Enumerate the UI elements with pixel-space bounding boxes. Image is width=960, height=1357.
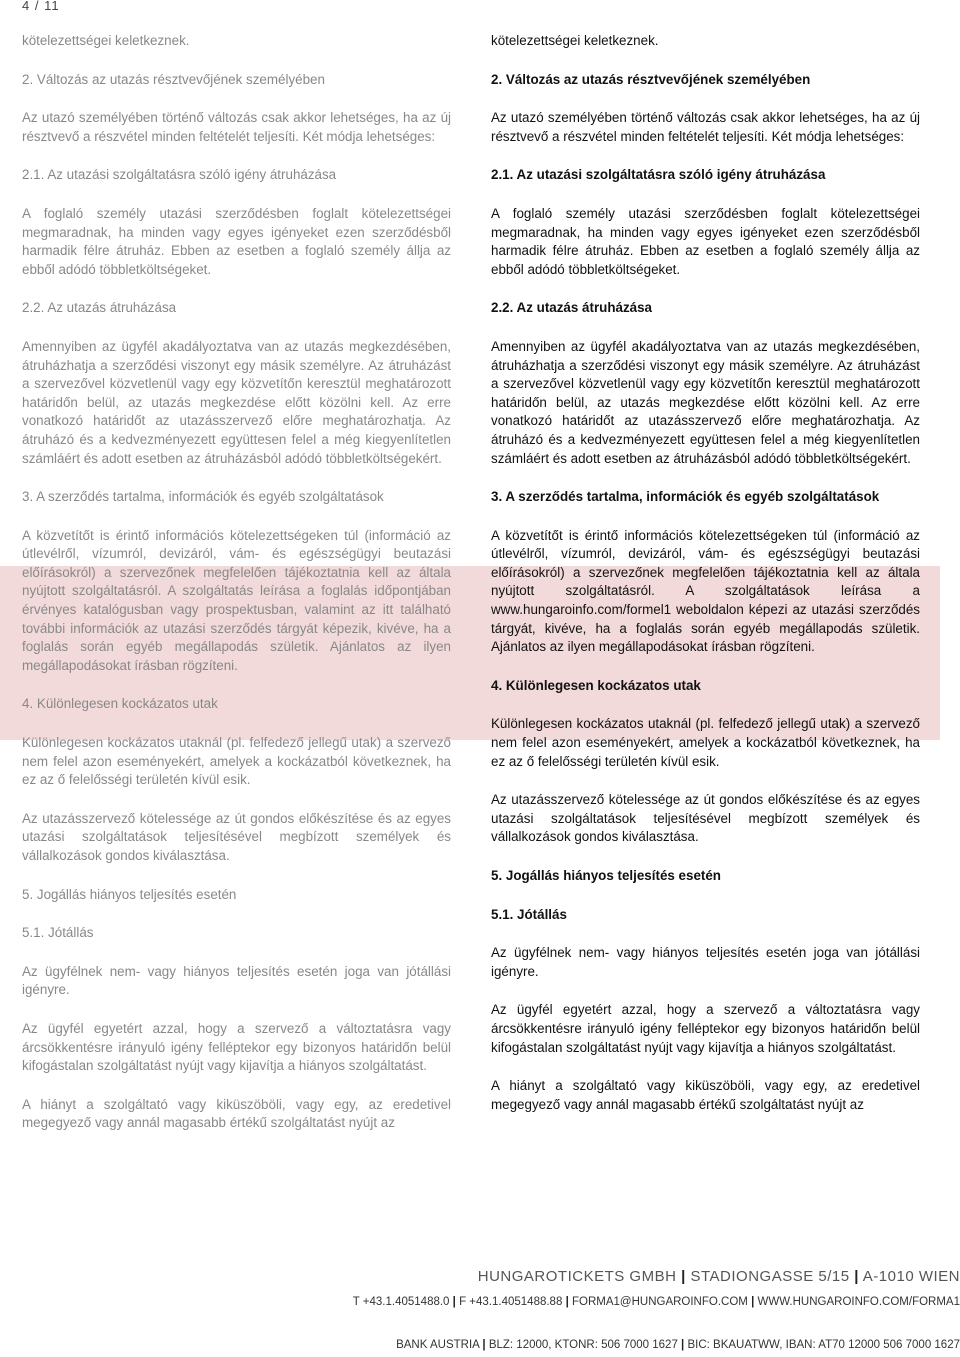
separator: | bbox=[452, 1296, 456, 1308]
separator: | bbox=[681, 1339, 685, 1351]
right-column bbox=[491, 32, 920, 1114]
paragraph-4b: Az utazásszervező kötelessége az út gondos előkészítése és az egyes utazási szolgáltatások teljesítésével megbízott személyek és vállalkozások gondos kiválasztása. bbox=[22, 810, 451, 863]
heading-5-1: 5.1. Jótállás bbox=[22, 925, 94, 941]
paragraph-5-1c: A hiányt a szolgáltató vagy kiküszöböli, vagy egy, az eredetivel megegyező vagy annál magasabb értékű szolgáltatást nyújt az bbox=[22, 1096, 451, 1131]
company-city: A-1010 WIEN bbox=[862, 1268, 960, 1285]
company-street: STADIONGASSE 5/15 bbox=[690, 1268, 850, 1285]
heading-5-1: 5.1. Jótállás bbox=[491, 906, 567, 922]
paragraph-5-1a: Az ügyfélnek nem- vagy hiányos teljesítés esetén joga van jótállási igényre. bbox=[491, 945, 920, 979]
website-link[interactable]: WWW.HUNGAROINFO.COM/FORMA1 bbox=[757, 1296, 960, 1308]
paragraph-2-2: Amennyiben az ügyfél akadályoztatva van az utazás megkezdésében, átruházhatja a szerződési viszonyt egy másik személyre. Az átruházást a szervezővel közvetlenül vagy egy közvetítőn keresztül meghatározott határidőn belül, az utazás megkezdése előtt közölni kell. Az erre vonatkozó határidőt az utazásszervező előre meghatározhatja. Az átruházó és a kedvezményezett együttesen felel a még kiegyenlítetlen számláért és adott esetben az átruházásból adódó többletköltségekért. bbox=[491, 338, 920, 466]
bank-iban: BIC: BKAUATWW, IBAN: AT70 12000 506 7000 1627 bbox=[687, 1339, 960, 1351]
paragraph-3: A közvetítőt is érintő információs kötelezettségeken túl (információ az útlevélről, vízumról, devizáról, vám- és egészségügyi beutazási előírásokról) a szervezőnek megfelelően tájékoztatnia kell az általa nyújtott szolgáltatásról. A szolgáltatás leírása a foglalás időpontjában érvényes katalógusban vagy prospektusban, valamint az itt található további információk az utazási szerződés tárgyát képezik, kivéve, ha a foglalás során egyéb megállapodás születik. Ajánlatos az ilyen megállapodásokat írásban rögzíteni. bbox=[22, 527, 451, 673]
intro-text: kötelezettségei keletkeznek. bbox=[491, 33, 659, 48]
phone: T +43.1.4051488.0 bbox=[352, 1296, 450, 1308]
footer-bank bbox=[396, 1339, 960, 1351]
company-name: HUNGAROTICKETS GMBH bbox=[477, 1268, 677, 1285]
paragraph-2-1: A foglaló személy utazási szerződésben foglalt kötelezettségei megmaradnak, ha minden vagy egyes igényeket ezen szerződésből harmadik félre átruház. Ebben az esetben a foglaló személy állja az ebből adódó többletköltségeket. bbox=[491, 205, 920, 277]
paragraph-4a: Különlegesen kockázatos utaknál (pl. felfedező jellegű utak) a szervező nem felel azon eseményekért, amelyek a kockázatból következnek, ha ez az ő felelősségi területén kívül esik. bbox=[491, 716, 920, 769]
heading-5: 5. Jogállás hiányos teljesítés esetén bbox=[491, 868, 721, 883]
bank-name: BANK AUSTRIA bbox=[396, 1339, 480, 1351]
paragraph-4a: Különlegesen kockázatos utaknál (pl. felfedező jellegű utak) a szervező nem felel azon eseményekért, amelyek a kockázatból következnek, ha ez az ő felelősségi területén kívül esik. bbox=[22, 735, 451, 788]
email-link[interactable]: FORMA1@HUNGAROINFO.COM bbox=[571, 1296, 748, 1308]
paragraph-3: A közvetítőt is érintő információs kötelezettségeken túl (információ az útlevélről, vízumról, devizáról, vám- és egészségügyi beutazási előírásokról) a szervezőnek megfelelően tájékoztatnia kell az általa nyújtott szolgáltatásról. A szolgáltatások leírása a www.hungaroinfo.com/formel1 weboldalon képezi az utazási szerződés tárgyát, kivéve, ha a foglalás során egyéb megállapodás születik. Ajánlatos az ilyen megállapodásokat írásban rögzíteni. bbox=[491, 527, 920, 655]
paragraph-2: Az utazó személyében történő változás csak akkor lehetséges, ha az új résztvevő a részvétel minden feltételét teljesíti. Két módja lehetséges: bbox=[22, 110, 451, 144]
paragraph-5-1a: Az ügyfélnek nem- vagy hiányos teljesítés esetén joga van jótállási igényre. bbox=[22, 963, 451, 998]
paragraph-5-1b: Az ügyfél egyetért azzal, hogy a szervező a változtatásra vagy árcsökkentésre irányuló igény felléptekor egy bizonyos határidőn belül kifogástalan szolgáltatást nyújt vagy kijavítja a hiányos szolgáltatást. bbox=[491, 1002, 920, 1055]
left-column bbox=[22, 32, 451, 1133]
bank-account: BLZ: 12000, KTONR: 506 7000 1627 bbox=[488, 1339, 678, 1351]
separator: | bbox=[751, 1296, 755, 1308]
heading-2-1: 2.1. Az utazási szolgáltatásra szóló igény átruházása bbox=[22, 167, 337, 183]
heading-3: 3. A szerződés tartalma, információk és egyéb szolgáltatások bbox=[491, 489, 880, 505]
paragraph-5-1b: Az ügyfél egyetért azzal, hogy a szervező a változtatásra vagy árcsökkentésre irányuló igény felléptekor egy bizonyos határidőn belül kifogástalan szolgáltatást nyújt vagy kijavítja a hiányos szolgáltatást. bbox=[22, 1020, 451, 1074]
separator: | bbox=[854, 1268, 859, 1285]
separator: | bbox=[681, 1268, 686, 1285]
paragraph-4b: Az utazásszervező kötelessége az út gondos előkészítése és az egyes utazási szolgáltatások teljesítésével megbízott személyek és vállalkozások gondos kiválasztása. bbox=[491, 792, 920, 845]
heading-2: 2. Változás az utazás résztvevőjének személyében bbox=[22, 71, 325, 87]
fax: F +43.1.4051488.88 bbox=[459, 1296, 563, 1308]
paragraph-5-1c: A hiányt a szolgáltató vagy kiküszöböli, vagy egy, az eredetivel megegyező vagy annál magasabb értékű szolgáltatást nyújt az bbox=[491, 1078, 920, 1112]
paragraph-2: Az utazó személyében történő változás csak akkor lehetséges, ha az új résztvevő a részvétel minden feltételét teljesíti. Két módja lehetséges: bbox=[491, 110, 920, 144]
intro-text: kötelezettségei keletkeznek. bbox=[22, 33, 190, 48]
heading-4: 4. Különlegesen kockázatos utak bbox=[22, 696, 218, 712]
heading-4: 4. Különlegesen kockázatos utak bbox=[491, 677, 701, 693]
heading-2-1: 2.1. Az utazási szolgáltatásra szóló igény átruházása bbox=[491, 167, 826, 183]
page-number: 4 / 11 bbox=[22, 0, 60, 13]
heading-2-2: 2.2. Az utazás átruházása bbox=[491, 300, 653, 316]
paragraph-2-1: A foglaló személy utazási szerződésben foglalt kötelezettségei megmaradnak, ha minden vagy egyes igényeket ezen szerződésből harmadik félre átruház. Ebben az esetben a foglaló személy állja az ebből adódó többletköltségeket. bbox=[22, 205, 451, 277]
heading-2: 2. Változás az utazás résztvevőjének személyében bbox=[491, 71, 811, 87]
separator: | bbox=[565, 1296, 569, 1308]
heading-5: 5. Jogállás hiányos teljesítés esetén bbox=[22, 886, 237, 902]
heading-3: 3. A szerződés tartalma, információk és egyéb szolgáltatások bbox=[22, 489, 384, 505]
footer-contact bbox=[353, 1296, 960, 1308]
heading-2-2: 2.2. Az utazás átruházása bbox=[22, 300, 177, 316]
separator: | bbox=[482, 1339, 486, 1351]
footer-company bbox=[478, 1268, 960, 1285]
paragraph-2-2: Amennyiben az ügyfél akadályoztatva van az utazás megkezdésében, átruházhatja a szerződési viszonyt egy másik személyre. Az átruházást a szervezővel közvetlenül vagy egy közvetítőn keresztül meghatározott határidőn belül, az utazás megkezdése előtt közölni kell. Az erre vonatkozó határidőt az utazásszervező előre meghatározhatja. Az átruházó és a kedvezményezett együttesen felel a még kiegyenlítetlen számláért és adott esetben az átruházásból adódó többletköltségekért. bbox=[22, 338, 451, 466]
